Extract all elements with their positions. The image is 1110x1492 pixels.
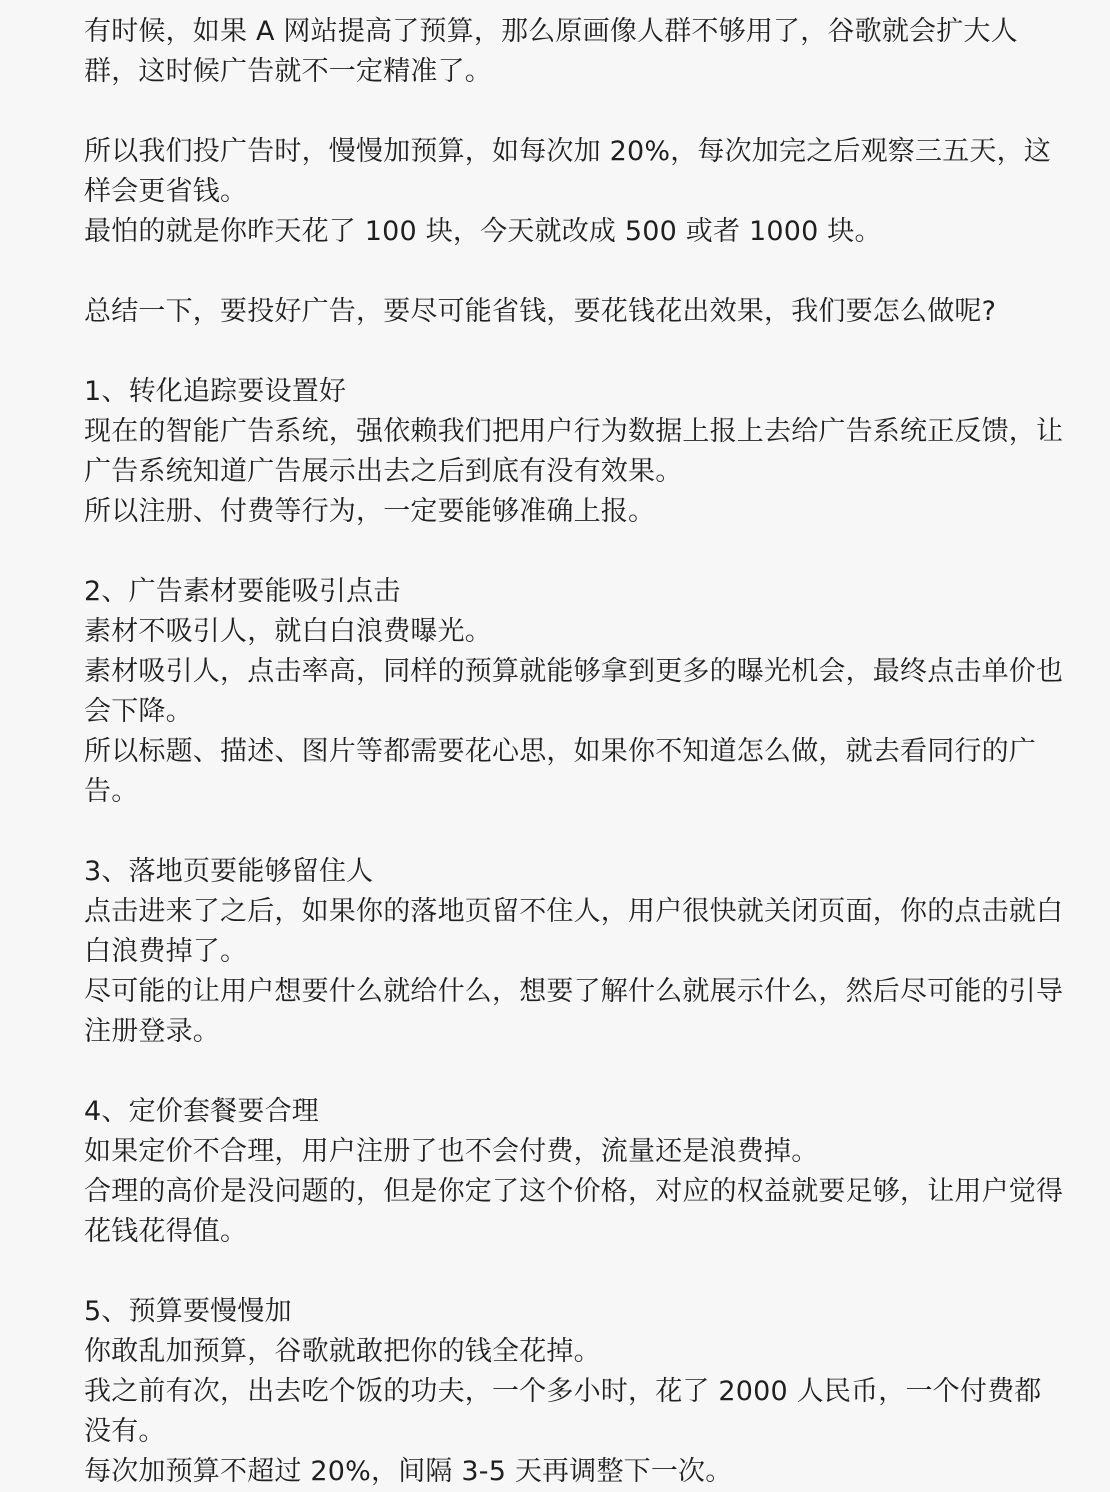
text-line: 告。 [84,776,139,807]
text-line: 花钱花得值。 [84,1216,248,1247]
text-line: 没有。 [84,1416,166,1447]
text-line: 所以注册、付费等行为，一定要能够准确上报。 [84,496,656,527]
section-heading: 5、预算要慢慢加 [84,1296,292,1327]
text-line: 素材吸引人，点击率高，同样的预算就能够拿到更多的曝光机会，最终点击单价也 [84,656,1064,687]
paragraph-gap [84,332,1096,372]
text-line: 所以标题、描述、图片等都需要花心思，如果你不知道怎么做，就去看同行的广 [84,736,1036,767]
paragraph-gap [84,532,1096,572]
section-heading: 2、广告素材要能吸引点击 [84,576,401,607]
text-line: 素材不吸引人，就白白浪费曝光。 [84,616,492,647]
paragraph-gap [84,1052,1096,1092]
section-heading: 1、转化追踪要设置好 [84,376,347,407]
text-line: 会下降。 [84,696,193,727]
section-heading: 3、落地页要能够留住人 [84,856,374,887]
text-line: 最怕的就是你昨天花了 100 块，今天就改成 500 或者 1000 块。 [84,216,882,247]
text-line: 有时候，如果 A 网站提高了预算，那么原画像人群不够用了，谷歌就会扩大人 [84,16,1018,47]
text-line: 样会更省钱。 [84,176,248,207]
paragraph-gap [84,252,1096,292]
text-line: 尽可能的让用户想要什么就给什么，想要了解什么就展示什么，然后尽可能的引导 [84,976,1064,1007]
text-line: 合理的高价是没问题的，但是你定了这个价格，对应的权益就要足够，让用户觉得 [84,1176,1064,1207]
paragraph-gap [84,812,1096,852]
text-line: 广告系统知道广告展示出去之后到底有没有效果。 [84,456,683,487]
text-line: 现在的智能广告系统，强依赖我们把用户行为数据上报上去给广告系统正反馈，让 [84,416,1064,447]
text-line: 所以我们投广告时，慢慢加预算，如每次加 20%，每次加完之后观察三五天，这 [84,136,1051,167]
text-line: 你敢乱加预算，谷歌就敢把你的钱全花掉。 [84,1336,601,1367]
paragraph-gap [84,1252,1096,1292]
text-line: 如果定价不合理，用户注册了也不会付费，流量还是浪费掉。 [84,1136,819,1167]
paragraph-gap [84,92,1096,132]
text-line: 我之前有次，出去吃个饭的功夫，一个多小时，花了 2000 人民币，一个付费都 [84,1376,1042,1407]
section-heading: 4、定价套餐要合理 [84,1096,319,1127]
summary-question: 总结一下，要投好广告，要尽可能省钱，要花钱花出效果，我们要怎么做呢? [84,296,997,327]
document-body [84,12,1096,1492]
text-line: 群，这时候广告就不一定精准了。 [84,56,492,87]
text-line: 注册登录。 [84,1016,220,1047]
text-line: 点击进来了之后，如果你的落地页留不住人，用户很快就关闭页面，你的点击就白 [84,896,1064,927]
text-line: 每次加预算不超过 20%，间隔 3-5 天再调整下一次。 [84,1456,733,1487]
text-line: 白浪费掉了。 [84,936,248,967]
